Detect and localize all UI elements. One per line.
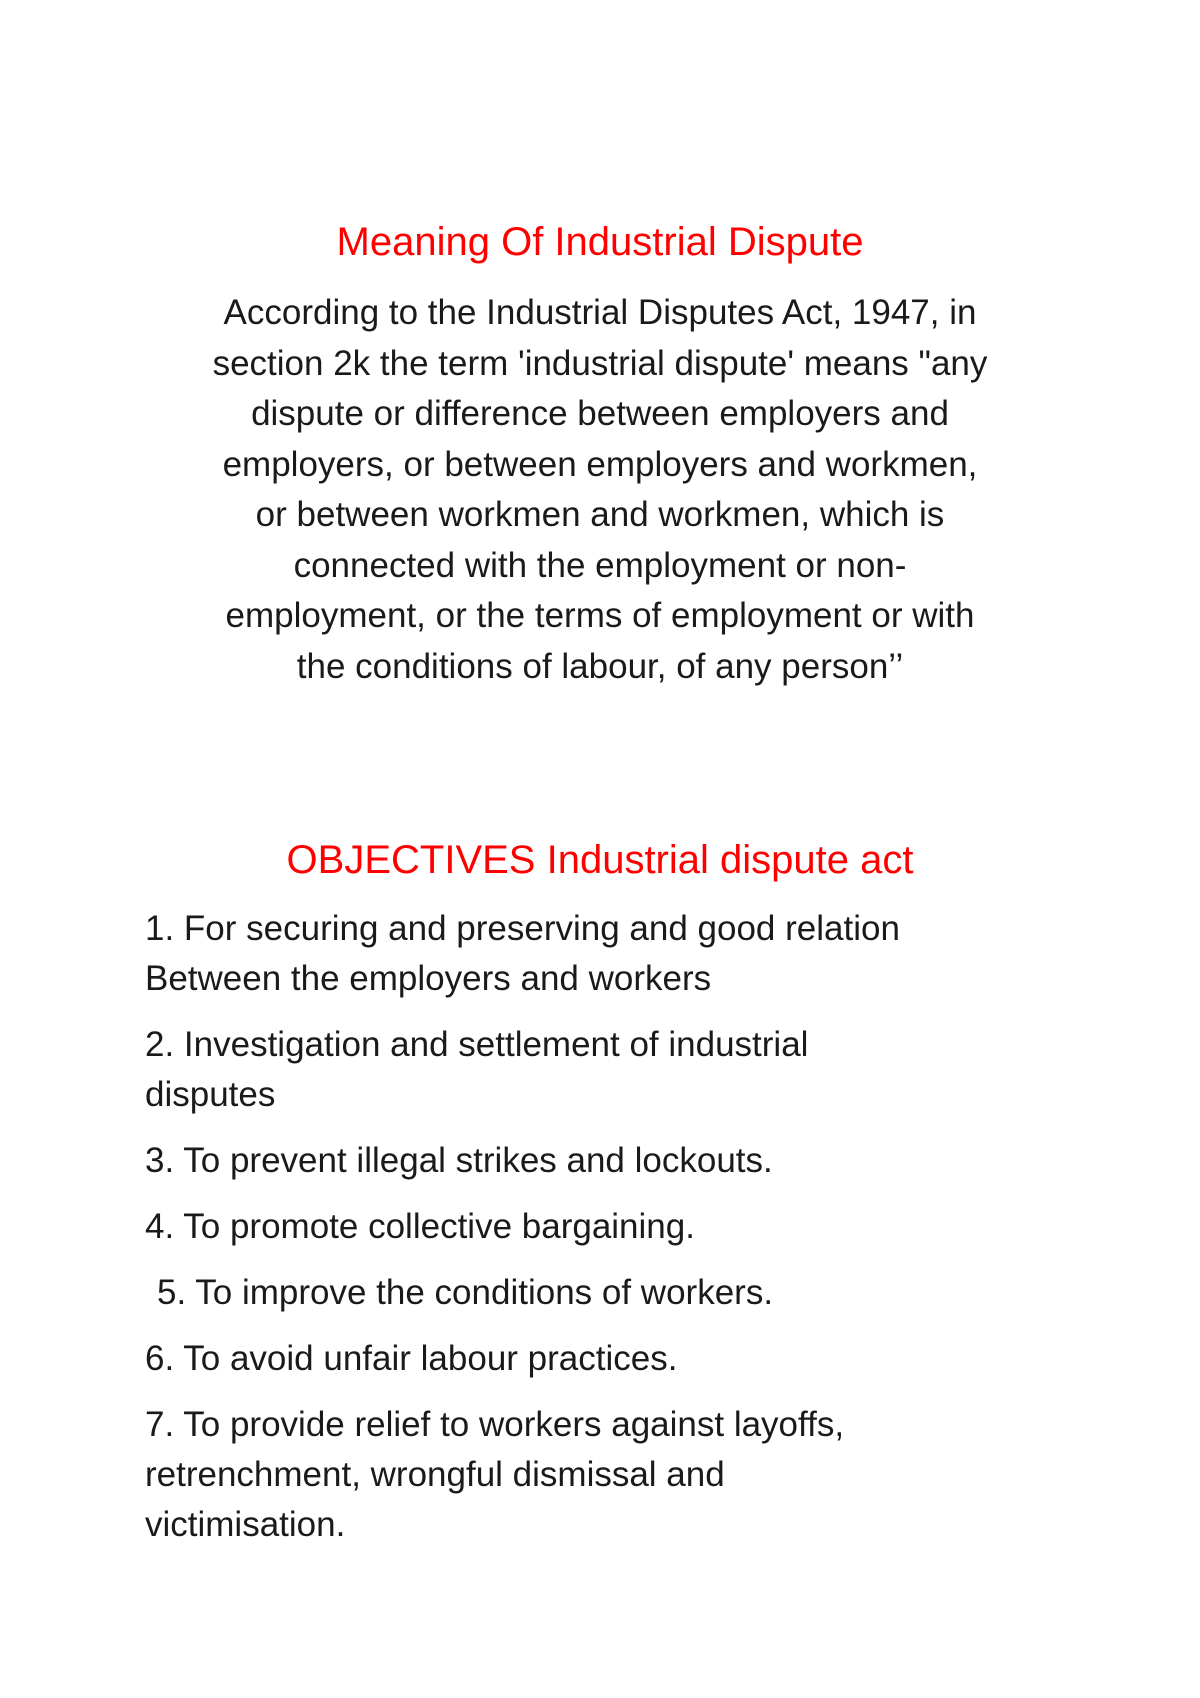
objective-line: Between the employers and workers	[145, 959, 712, 998]
objective-item	[145, 1202, 1075, 1252]
definition-line: the conditions of labour, of any person’’	[296, 646, 904, 686]
objective-item	[145, 1020, 1075, 1120]
definition-line: According to the Industrial Disputes Act, 1947, in	[223, 293, 977, 332]
definition-line: section 2k the term 'industrial dispute' means "any	[212, 343, 988, 383]
objective-item	[145, 1400, 1075, 1550]
definition-line: dispute or difference between employers and	[251, 394, 949, 433]
objective-line: 2. Investigation and settlement of industrial	[145, 1025, 809, 1064]
objective-line: victimisation.	[145, 1505, 346, 1544]
objective-line: 4. To promote collective bargaining.	[145, 1207, 695, 1246]
definition-line: or between workmen and workmen, which is	[255, 495, 945, 534]
objectives-list	[145, 904, 1075, 1566]
objective-line: 6. To avoid unfair labour practices.	[145, 1339, 678, 1378]
objective-line: retrenchment, wrongful dismissal and	[145, 1455, 725, 1494]
objective-line: 7. To provide relief to workers against layoffs,	[145, 1405, 845, 1444]
objective-line: disputes	[145, 1075, 276, 1114]
objective-item	[145, 904, 1075, 1004]
meaning-heading: Meaning Of Industrial Dispute	[336, 220, 864, 264]
objective-item	[145, 1136, 1075, 1186]
objective-line: 3. To prevent illegal strikes and lockouts.	[145, 1141, 773, 1180]
objective-item	[145, 1334, 1075, 1384]
definition-paragraph	[130, 288, 1070, 692]
objectives-heading: OBJECTIVES Industrial dispute act	[286, 838, 914, 882]
objective-item	[145, 1268, 1075, 1318]
definition-line: employment, or the terms of employment or with	[225, 596, 975, 635]
definition-line: connected with the employment or non-	[293, 545, 907, 585]
definition-line: employers, or between employers and workmen,	[222, 444, 978, 484]
objective-line: 1. For securing and preserving and good relation	[145, 909, 900, 948]
objective-line: 5. To improve the conditions of workers.	[157, 1273, 774, 1312]
